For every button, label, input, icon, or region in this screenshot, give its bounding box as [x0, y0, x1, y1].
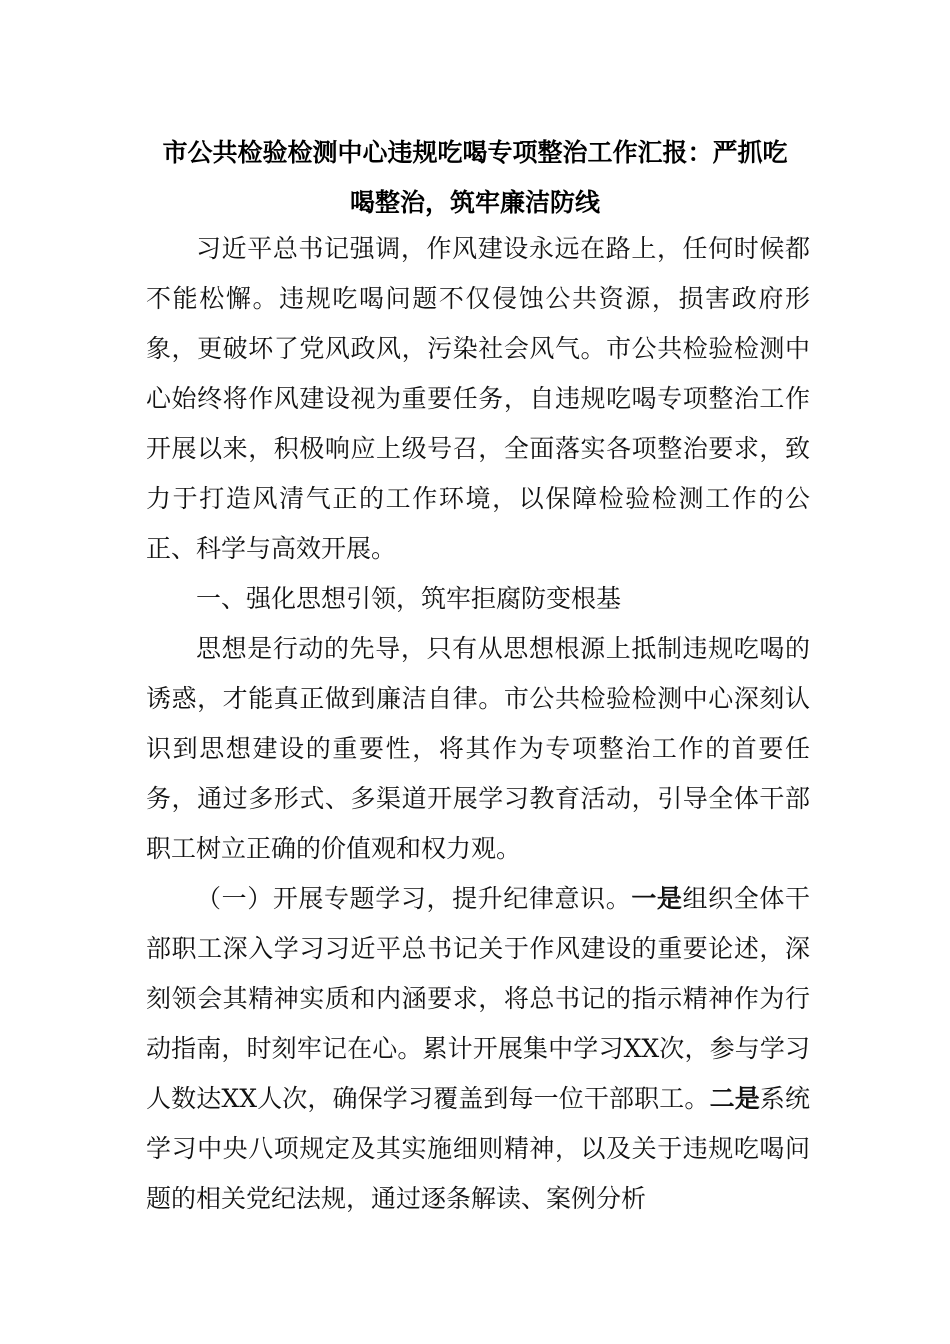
document-title-line-1: 市公共检验检测中心违规吃喝专项整治工作汇报：严抓吃: [162, 138, 788, 167]
intro-paragraph: 习近平总书记强调，作风建设永远在路上，任何时候都不能松懈。违规吃喝问题不仅侵蚀公共资源，损害政府形象，更破坏了党风政风，污染社会风气。市公共检验检测中心始终将作风建设视为重要任务，自违规吃喝专项整治工作开展以来，积极响应上级号召，全面落实各项整治要求，致力于打造风清气正的工作环境，以保障检验检测工作的公正、科学与高效开展。: [146, 234, 810, 563]
document-body: [146, 224, 810, 1224]
subsection-1-paragraph: [146, 874, 810, 1224]
section-heading-1: [146, 574, 810, 624]
subsection-heading-1: （一）开展专题学习，提升纪律意识。: [196, 884, 632, 913]
document-title-line-2: 喝整治，筑牢廉洁防线: [349, 188, 600, 217]
section-heading-1-text: 一、强化思想引领，筑牢拒腐防变根基: [196, 584, 622, 613]
point-2-label: 二是: [709, 1084, 760, 1113]
point-1-text: 组织全体干部职工深入学习习近平总书记关于作风建设的重要论述，深刻领会其精神实质和内涵要求，将总书记的指示精神作为行动指南，时刻牢记在心。累计开展集中学习XX次，参与学习人数达XX人次，确保学习覆盖到每一位干部职工。: [146, 884, 810, 1113]
section-1-paragraph: 思想是行动的先导，只有从思想根源上抵制违规吃喝的诱惑，才能真正做到廉洁自律。市公共检验检测中心深刻认识到思想建设的重要性，将其作为专项整治工作的首要任务，通过多形式、多渠道开展学习教育活动，引导全体干部职工树立正确的价值观和权力观。: [146, 634, 810, 863]
point-1-label: 一是: [631, 884, 683, 913]
point-2-text: 系统学习中央八项规定及其实施细则精神，以及关于违规吃喝问题的相关党纪法规，通过逐条解读、案例分析: [146, 1084, 810, 1213]
